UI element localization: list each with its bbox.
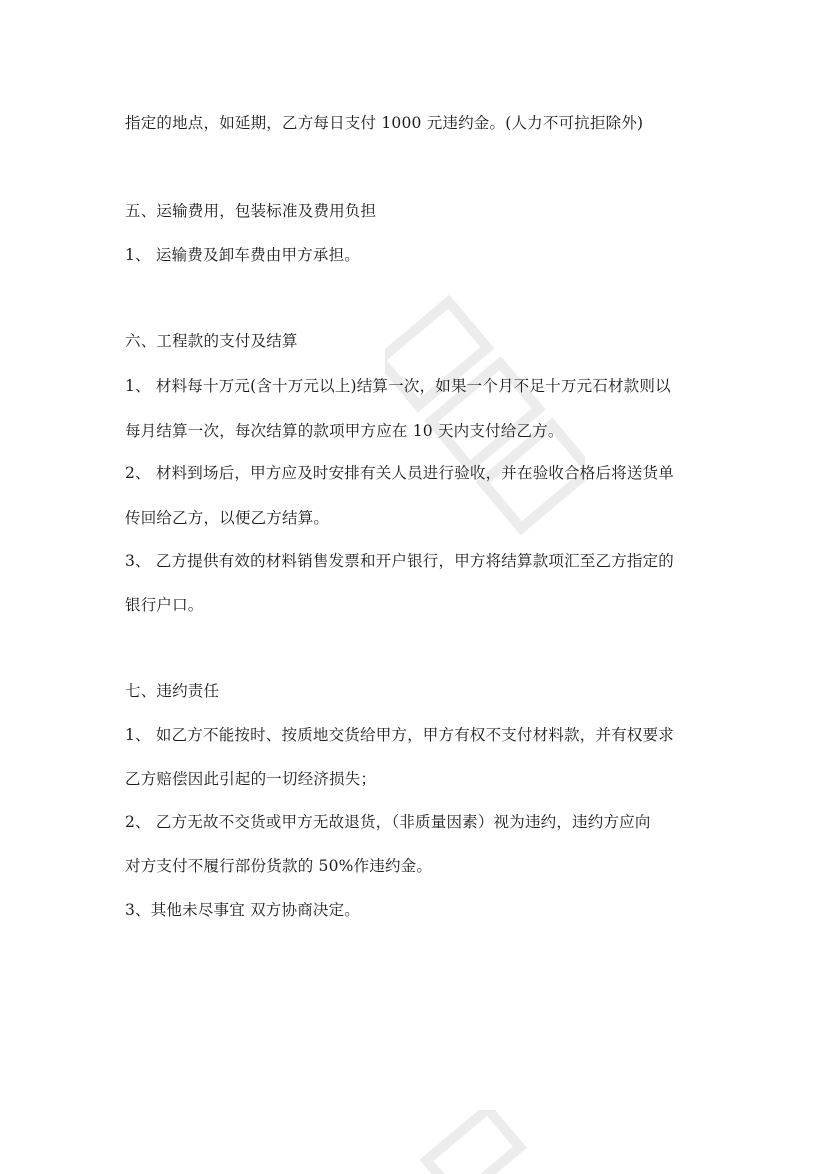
section-6-item-3a: 3、 乙方提供有效的材料销售发票和开户银行，甲方将结算款项汇至乙方指定的: [125, 552, 674, 570]
section-7-item-3: 3、其他未尽事宜 双方协商决定。: [125, 901, 360, 919]
section-7-item-1a: 1、 如乙方不能按时、按质地交货给甲方，甲方有权不支付材料款，并有权要求: [125, 726, 674, 744]
section-6-item-2a: 2、 材料到场后，甲方应及时安排有关人员进行验收，并在验收合格后将送货单: [125, 464, 674, 482]
section-5-heading: 五、运输费用，包装标准及费用负担: [125, 202, 377, 220]
section-6-item-2b: 传回给乙方，以便乙方结算。: [125, 509, 330, 527]
section-7-heading: 七、违约责任: [125, 682, 220, 700]
section-6-item-1b: 每月结算一次，每次结算的款项甲方应在 10 天内支付给乙方。: [125, 422, 564, 440]
section-5-item-1: 1、 运输费及卸车费由甲方承担。: [125, 246, 360, 264]
watermark-top: [385, 285, 585, 545]
continuation-line: 指定的地点，如延期，乙方每日支付 1000 元违约金。(人力不可抗拒除外): [125, 114, 644, 132]
section-6-item-1a: 1、 材料每十万元(含十万元以上)结算一次，如果一个月不足十万元石材款则以: [125, 377, 671, 395]
section-7-item-2b: 对方支付不履行部份货款的 50%作违约金。: [125, 857, 433, 875]
watermark-bottom: [390, 1110, 550, 1174]
section-6-heading: 六、工程款的支付及结算: [125, 332, 298, 350]
section-6-item-3b: 银行户口。: [125, 596, 204, 614]
section-7-item-2a: 2、 乙方无故不交货或甲方无故退货，（非质量因素）视为违约，违约方应向: [125, 813, 651, 831]
section-7-item-1b: 乙方赔偿因此引起的一切经济损失；: [125, 770, 377, 788]
